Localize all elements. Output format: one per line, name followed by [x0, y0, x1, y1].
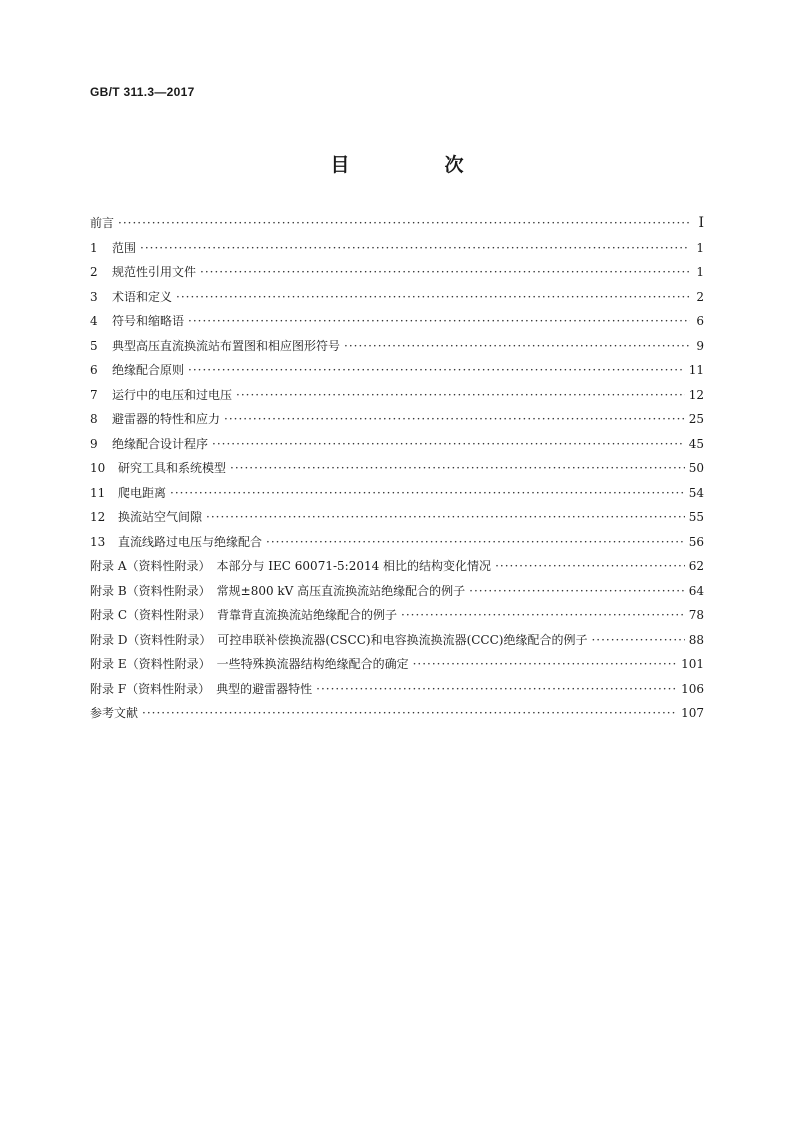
toc-entry-label: 参考文献 [90, 706, 139, 720]
toc-entry-3[interactable] [90, 288, 704, 313]
toc-entry-8[interactable] [90, 410, 704, 435]
toc-entry-7[interactable] [90, 386, 704, 411]
standard-number: GB/T 311.3—2017 [90, 85, 195, 99]
toc-entry-page: 6 [696, 314, 704, 328]
toc-entry-6[interactable] [90, 361, 704, 386]
toc-entry-references[interactable] [90, 704, 704, 729]
toc-entry-page: Ⅰ [698, 215, 704, 231]
toc-leader-dots [140, 241, 690, 255]
toc-leader-dots [142, 706, 677, 720]
toc-entry-label: 5 典型高压直流换流站布置图和相应图形符号 [90, 338, 341, 353]
toc-entry-label: 11 爬电距离 [90, 485, 167, 500]
toc-entry-page: 106 [681, 681, 704, 696]
toc-entry-label: 13 直流线路过电压与绝缘配合 [90, 534, 263, 549]
toc-entry-page: 101 [681, 657, 704, 671]
toc-entry-annex-e[interactable] [90, 655, 704, 680]
toc-leader-dots [344, 339, 690, 353]
toc-entry-page: 54 [688, 485, 704, 500]
toc-entry-page: 50 [688, 461, 704, 475]
toc-leader-dots [236, 388, 685, 402]
toc-entry-page: 1 [696, 240, 704, 255]
toc-entry-preface[interactable] [90, 214, 704, 239]
toc-leader-dots [401, 608, 685, 622]
toc-leader-dots [316, 682, 677, 696]
toc-entry-4[interactable] [90, 312, 704, 337]
toc-entry-page: 107 [681, 706, 704, 720]
toc-entry-number: 1 [90, 240, 98, 255]
toc-entry-page: 64 [688, 583, 704, 598]
toc-leader-dots [230, 461, 685, 475]
toc-entry-label: 10 研究工具和系统模型 [90, 461, 227, 475]
toc-leader-dots [118, 216, 690, 230]
toc-entry-annex-f[interactable] [90, 680, 704, 705]
toc-leader-dots [413, 657, 678, 671]
toc-entry-page: 45 [688, 436, 704, 451]
toc-entry-page: 25 [688, 412, 704, 426]
toc-entry-label: 9 绝缘配合设计程序 [90, 436, 209, 451]
toc-entry-label: 附录 C（资料性附录） 背靠背直流换流站绝缘配合的例子 [90, 608, 397, 622]
toc-entry-number: 5 [90, 338, 98, 353]
toc-entry-label: 4 符号和缩略语 [90, 314, 185, 328]
toc-leader-dots [224, 412, 685, 426]
toc-leader-dots [212, 437, 685, 451]
toc-entry-12[interactable] [90, 508, 704, 533]
toc-leader-dots [188, 363, 685, 377]
toc-entry-number: 12 [90, 510, 106, 524]
toc-entry-10[interactable] [90, 459, 704, 484]
table-of-contents [90, 214, 704, 729]
toc-entry-label: 1 范围 [90, 240, 137, 255]
toc-entry-number: 8 [90, 412, 98, 426]
toc-entry-label: 8 避雷器的特性和应力 [90, 412, 221, 426]
toc-leader-dots [188, 314, 690, 328]
toc-entry-page: 55 [688, 510, 704, 524]
toc-entry-number: 4 [90, 314, 98, 328]
toc-entry-page: 78 [688, 608, 704, 622]
toc-leader-dots [469, 584, 685, 598]
toc-entry-5[interactable] [90, 337, 704, 362]
toc-entry-label: 前言 [90, 216, 115, 230]
toc-entry-number: 7 [90, 387, 98, 402]
toc-entry-annex-c[interactable] [90, 606, 704, 631]
toc-entry-1[interactable] [90, 239, 704, 264]
toc-entry-label: 12 换流站空气间隙 [90, 510, 203, 524]
toc-leader-dots [495, 559, 685, 573]
toc-entry-13[interactable] [90, 533, 704, 558]
toc-entry-2[interactable] [90, 263, 704, 288]
toc-entry-label: 附录 F（资料性附录） 典型的避雷器特性 [90, 681, 313, 696]
toc-entry-number: 2 [90, 265, 98, 279]
toc-entry-11[interactable] [90, 484, 704, 509]
toc-entry-page: 56 [688, 534, 704, 549]
toc-entry-number: 13 [90, 534, 106, 549]
toc-entry-number: 9 [90, 436, 98, 451]
toc-entry-number: 6 [90, 363, 98, 377]
toc-entry-label: 附录 D（资料性附录） 可控串联补偿换流器(CSCC)和电容换流换流器(CCC)绝缘配合的例子 [90, 632, 588, 647]
toc-leader-dots [200, 265, 690, 279]
toc-entry-9[interactable] [90, 435, 704, 460]
toc-leader-dots [170, 486, 685, 500]
toc-entry-annex-a[interactable] [90, 557, 704, 582]
toc-entry-page: 2 [696, 289, 704, 304]
toc-entry-annex-d[interactable] [90, 631, 704, 656]
toc-leader-dots [206, 510, 685, 524]
toc-entry-label: 附录 A（资料性附录） 本部分与 IEC 60071-5:2014 相比的结构变化情况 [90, 559, 492, 573]
toc-entry-page: 62 [688, 559, 704, 573]
toc-entry-number: 10 [90, 461, 106, 475]
toc-entry-page: 1 [696, 265, 704, 279]
toc-entry-number: 3 [90, 289, 98, 304]
toc-leader-dots [176, 290, 690, 304]
toc-entry-number: 11 [90, 485, 106, 500]
toc-leader-dots [591, 633, 684, 647]
toc-entry-page: 12 [688, 387, 704, 402]
toc-entry-label: 附录 E（资料性附录） 一些特殊换流器结构绝缘配合的确定 [90, 657, 409, 671]
toc-entry-label: 6 绝缘配合原则 [90, 363, 185, 377]
toc-entry-label: 7 运行中的电压和过电压 [90, 387, 233, 402]
toc-entry-page: 11 [688, 363, 704, 377]
toc-entry-page: 88 [688, 632, 704, 647]
toc-entry-annex-b[interactable] [90, 582, 704, 607]
page-title: 目 次 [330, 154, 502, 176]
toc-leader-dots [266, 535, 685, 549]
toc-entry-label: 2 规范性引用文件 [90, 265, 197, 279]
toc-entry-label: 3 术语和定义 [90, 289, 173, 304]
toc-entry-page: 9 [696, 338, 704, 353]
toc-entry-label: 附录 B（资料性附录） 常规±800 kV 高压直流换流站绝缘配合的例子 [90, 583, 466, 598]
